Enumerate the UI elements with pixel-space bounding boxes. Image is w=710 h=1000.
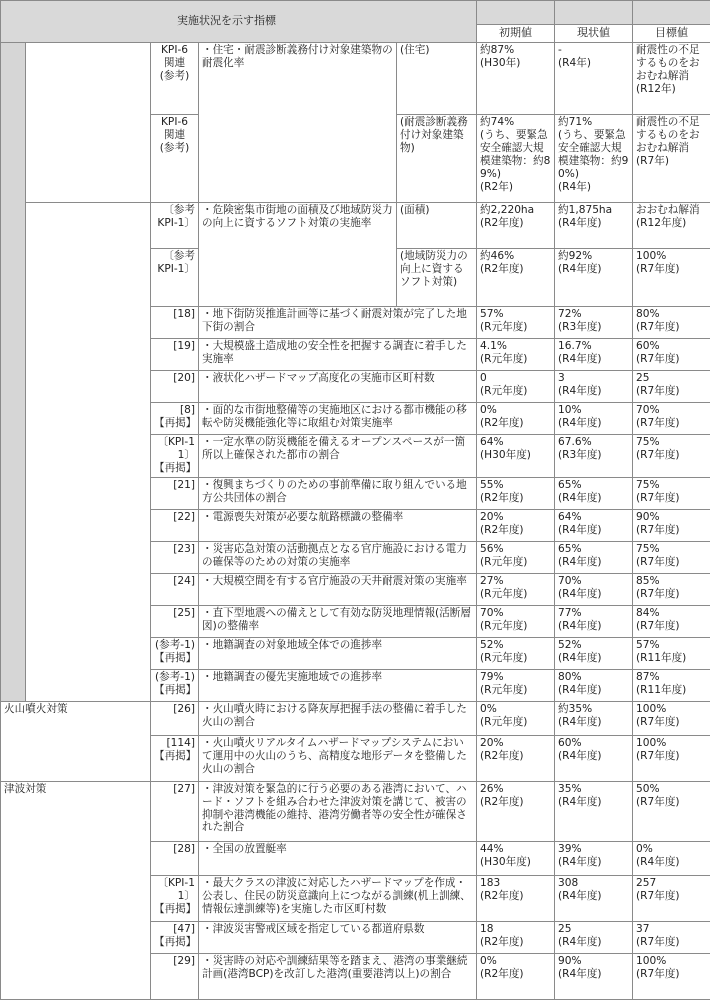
target-value: 60% (R7年度)	[633, 339, 710, 371]
current-value: 77% (R4年度)	[555, 605, 633, 637]
indicator: ・津波災害警戒区域を指定している都道府県数	[199, 921, 477, 953]
target-value: 87% (R11年度)	[633, 669, 710, 701]
header-title: 実施状況を示す指標	[1, 1, 477, 43]
current-value: 16.7% (R4年度)	[555, 339, 633, 371]
kpi-code: [114] 【再掲】	[151, 735, 199, 781]
kpi-code: [21]	[151, 477, 199, 509]
table-row	[1, 701, 710, 735]
indicator: ・大規模盛土造成地の安全性を把握する調査に着手した実施率	[199, 339, 477, 371]
target-value: 耐震性の不足するものをおおむね解消 (R7年)	[633, 115, 710, 203]
target-value: 257 (R7年度)	[633, 875, 710, 921]
kpi-code: [22]	[151, 509, 199, 541]
initial-value: 57% (R元年度)	[477, 307, 555, 339]
section-volcano: 火山噴火対策	[1, 701, 151, 781]
kpi-code: [27]	[151, 781, 199, 841]
initial-value: 183 (R2年度)	[477, 875, 555, 921]
initial-value: 64% (H30年度)	[477, 435, 555, 478]
indicator: ・災害時の対応や訓練結果等を踏まえ、港湾の事業継続計画(港湾BCP)を改訂した港湾(重要港湾以上)の割合	[199, 953, 477, 999]
initial-value: 20% (R2年度)	[477, 509, 555, 541]
indicator: ・地籍調査の優先実施地域での進捗率	[199, 669, 477, 701]
initial-value: 約87% (H30年)	[477, 43, 555, 115]
kpi-code: 〔KPI-11〕 【再掲】	[151, 875, 199, 921]
kpi-code: [23]	[151, 541, 199, 573]
target-value: 0% (R4年度)	[633, 841, 710, 875]
indicator: ・火山噴火時における降灰厚把握手法の整備に着手した火山の割合	[199, 701, 477, 735]
table-row	[1, 781, 710, 841]
target-value: 84% (R7年度)	[633, 605, 710, 637]
sub-item: (地域防災力の向上に資するソフト対策)	[397, 249, 477, 307]
kpi-code: (参考-1) 【再掲】	[151, 669, 199, 701]
header-current: 現状値	[555, 25, 633, 43]
initial-value: 79% (R元年度)	[477, 669, 555, 701]
kpi-code: 〔参考 KPI-1〕	[151, 249, 199, 307]
target-value: 75% (R7年度)	[633, 477, 710, 509]
initial-value: 26% (R2年度)	[477, 781, 555, 841]
target-value: 100% (R7年度)	[633, 249, 710, 307]
current-value: 65% (R4年度)	[555, 541, 633, 573]
target-value: 75% (R7年度)	[633, 541, 710, 573]
table-row	[1, 203, 710, 249]
current-value: 39% (R4年度)	[555, 841, 633, 875]
header-blank	[477, 1, 555, 25]
target-value: 100% (R7年度)	[633, 953, 710, 999]
target-value: 70% (R7年度)	[633, 403, 710, 435]
initial-value: 約74% (うち、要緊急安全確認大規模建築物：約89%) (R2年)	[477, 115, 555, 203]
indicator: ・直下型地震への備えとして有効な防災地理情報(活断層図)の整備率	[199, 605, 477, 637]
target-value: 75% (R7年度)	[633, 435, 710, 478]
section-tsunami: 津波対策	[1, 781, 151, 999]
current-value: 308 (R4年度)	[555, 875, 633, 921]
target-value: 57% (R11年度)	[633, 637, 710, 669]
target-value: おおむね解消 (R12年度)	[633, 203, 710, 249]
indicator: ・災害応急対策の活動拠点となる官庁施設における電力の確保等のための対策の実施率	[199, 541, 477, 573]
current-value: 約92% (R4年度)	[555, 249, 633, 307]
initial-value: 27% (R元年度)	[477, 573, 555, 605]
header-blank	[555, 1, 633, 25]
target-value: 80% (R7年度)	[633, 307, 710, 339]
kpi-code: KPI-6 関連 (参考)	[151, 43, 199, 115]
current-value: 52% (R4年度)	[555, 637, 633, 669]
target-value: 90% (R7年度)	[633, 509, 710, 541]
initial-value: 0% (R元年度)	[477, 701, 555, 735]
current-value: 80% (R4年度)	[555, 669, 633, 701]
kpi-code: [28]	[151, 841, 199, 875]
kpi-code: [8] 【再掲】	[151, 403, 199, 435]
kpi-code: 〔KPI-11〕 【再掲】	[151, 435, 199, 478]
initial-value: 0% (R2年度)	[477, 953, 555, 999]
header-initial: 初期値	[477, 25, 555, 43]
initial-value: 約2,220ha (R2年度)	[477, 203, 555, 249]
current-value: 72% (R3年度)	[555, 307, 633, 339]
indicator: ・住宅・耐震診断義務付け対象建築物の耐震化率	[199, 43, 397, 203]
indicator: ・復興まちづくりのための事前準備に取り組んでいる地方公共団体の割合	[199, 477, 477, 509]
current-value: - (R4年)	[555, 43, 633, 115]
current-value: 90% (R4年度)	[555, 953, 633, 999]
table-header-row	[1, 1, 710, 25]
target-value: 100% (R7年度)	[633, 735, 710, 781]
current-value: 70% (R4年度)	[555, 573, 633, 605]
current-value: 67.6% (R3年度)	[555, 435, 633, 478]
indicator: ・電源喪失対策が必要な航路標識の整備率	[199, 509, 477, 541]
sub-item: (住宅)	[397, 43, 477, 115]
indicator: ・津波対策を緊急的に行う必要のある港湾において、ハード・ソフトを組み合わせた津波対策を講じて、被害の抑制や港湾機能の維持、港湾労働者等の安全性が確保された割合	[199, 781, 477, 841]
indicator: ・危険密集市街地の面積及び地域防災力の向上に資するソフト対策の実施率	[199, 203, 397, 307]
current-value: 65% (R4年度)	[555, 477, 633, 509]
kpi-code: [29]	[151, 953, 199, 999]
indicator: ・大規模空間を有する官庁施設の天井耐震対策の実施率	[199, 573, 477, 605]
initial-value: 0 (R元年度)	[477, 371, 555, 403]
initial-value: 52% (R元年度)	[477, 637, 555, 669]
kpi-code: [26]	[151, 701, 199, 735]
current-value: 35% (R4年度)	[555, 781, 633, 841]
kpi-code: 〔参考 KPI-1〕	[151, 203, 199, 249]
current-value: 25 (R4年度)	[555, 921, 633, 953]
target-value: 37 (R7年度)	[633, 921, 710, 953]
indicator: ・液状化ハザードマップ高度化の実施市区町村数	[199, 371, 477, 403]
current-value: 約35% (R4年度)	[555, 701, 633, 735]
indicator: ・面的な市街地整備等の実施地区における都市機能の移転や防災機能強化等に取組む対策実施率	[199, 403, 477, 435]
initial-value: 4.1% (R元年度)	[477, 339, 555, 371]
category-gray-cell	[1, 43, 26, 702]
kpi-code: [20]	[151, 371, 199, 403]
target-value: 25 (R7年度)	[633, 371, 710, 403]
header-target: 目標値	[633, 25, 710, 43]
sub-item: (耐震診断義務付け対象建築物)	[397, 115, 477, 203]
indicator: ・全国の放置艇率	[199, 841, 477, 875]
indicator: ・地籍調査の対象地域全体での進捗率	[199, 637, 477, 669]
initial-value: 約46% (R2年度)	[477, 249, 555, 307]
table-row	[1, 43, 710, 115]
current-value: 約71% (うち、要緊急安全確認大規模建築物：約90%) (R4年)	[555, 115, 633, 203]
target-value: 耐震性の不足するものをおおむね解消 (R12年)	[633, 43, 710, 115]
current-value: 3 (R4年度)	[555, 371, 633, 403]
indicator: ・一定水準の防災機能を備えるオープンスペースが一箇所以上確保された都市の割合	[199, 435, 477, 478]
indicator: ・火山噴火リアルタイムハザードマップシステムにおいて運用中の火山のうち、高精度な地形データを整備した火山の割合	[199, 735, 477, 781]
kpi-code: [18]	[151, 307, 199, 339]
category-cell	[26, 43, 151, 203]
target-value: 85% (R7年度)	[633, 573, 710, 605]
sub-item: (面積)	[397, 203, 477, 249]
current-value: 約1,875ha (R4年度)	[555, 203, 633, 249]
initial-value: 70% (R元年度)	[477, 605, 555, 637]
kpi-code: [25]	[151, 605, 199, 637]
initial-value: 18 (R2年度)	[477, 921, 555, 953]
initial-value: 55% (R2年度)	[477, 477, 555, 509]
indicator: ・最大クラスの津波に対応したハザードマップを作成・公表し、住民の防災意識向上につながる訓練(机上訓練、情報伝達訓練等)を実施した市区町村数	[199, 875, 477, 921]
header-blank	[633, 1, 710, 25]
kpi-code: [24]	[151, 573, 199, 605]
initial-value: 56% (R元年度)	[477, 541, 555, 573]
kpi-code: [47] 【再掲】	[151, 921, 199, 953]
initial-value: 20% (R2年度)	[477, 735, 555, 781]
initial-value: 44% (H30年度)	[477, 841, 555, 875]
target-value: 50% (R7年度)	[633, 781, 710, 841]
kpi-code: KPI-6 関連 (参考)	[151, 115, 199, 203]
current-value: 10% (R4年度)	[555, 403, 633, 435]
initial-value: 0% (R2年度)	[477, 403, 555, 435]
current-value: 60% (R4年度)	[555, 735, 633, 781]
current-value: 64% (R4年度)	[555, 509, 633, 541]
kpi-code: [19]	[151, 339, 199, 371]
indicator: ・地下街防災推進計画等に基づく耐震対策が完了した地下街の割合	[199, 307, 477, 339]
target-value: 100% (R7年度)	[633, 701, 710, 735]
category-cell	[26, 203, 151, 702]
kpi-code: (参考-1) 【再掲】	[151, 637, 199, 669]
